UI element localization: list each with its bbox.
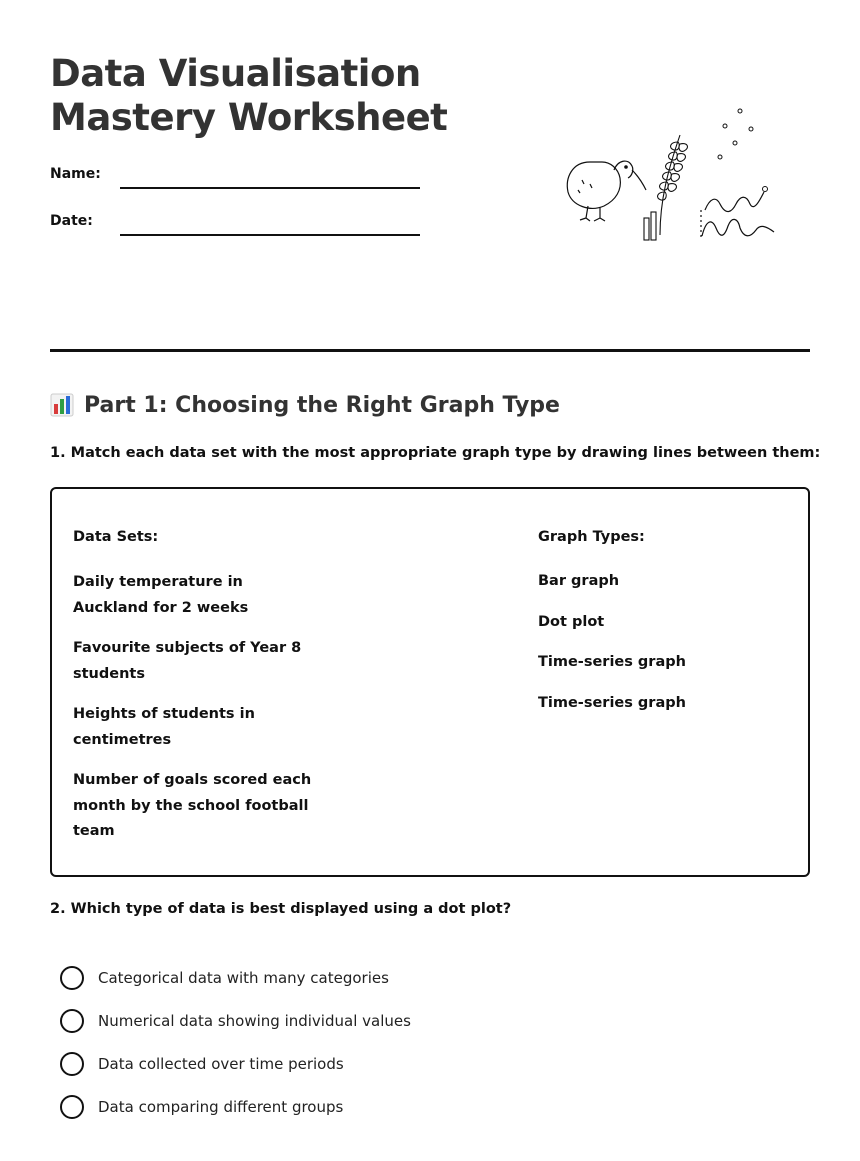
option-item[interactable] xyxy=(60,1051,411,1077)
date-label: Date: xyxy=(50,213,93,229)
question-2-options xyxy=(60,965,411,1137)
section-divider xyxy=(50,349,810,352)
bar-chart-icon xyxy=(50,393,74,417)
option-label: Data comparing different groups xyxy=(98,1098,344,1116)
question-1-text: 1. Match each data set with the most appropriate graph type by drawing lines between them: xyxy=(50,445,821,461)
option-item[interactable] xyxy=(60,1094,411,1120)
worksheet-title: Data Visualisation Mastery Worksheet xyxy=(50,52,448,139)
option-item[interactable] xyxy=(60,965,411,991)
decorative-illustration xyxy=(560,100,790,250)
data-set-item[interactable]: Heights of students in centimetres xyxy=(73,706,255,748)
radio-button[interactable] xyxy=(60,966,84,990)
data-set-item[interactable]: Favourite subjects of Year 8 students xyxy=(73,640,302,682)
question-2-text: 2. Which type of data is best displayed using a dot plot? xyxy=(50,901,512,917)
matching-box[interactable] xyxy=(50,487,810,877)
fern-frond-icon xyxy=(658,135,688,235)
kiwi-bird-icon xyxy=(567,161,646,221)
data-sets-heading: Data Sets: xyxy=(73,529,159,545)
data-set-item[interactable]: Daily temperature in Auckland for 2 weeks xyxy=(73,574,249,616)
graph-types-column xyxy=(538,529,788,732)
name-field[interactable] xyxy=(120,187,420,189)
option-item[interactable] xyxy=(60,1008,411,1034)
graph-types-heading: Graph Types: xyxy=(538,529,645,545)
radio-button[interactable] xyxy=(60,1052,84,1076)
option-label: Numerical data showing individual values xyxy=(98,1012,411,1030)
graph-type-item[interactable]: Time-series graph xyxy=(538,654,686,670)
graph-type-item[interactable]: Bar graph xyxy=(538,573,620,589)
name-label: Name: xyxy=(50,166,101,182)
graph-type-item[interactable]: Time-series graph xyxy=(538,694,686,711)
radio-button[interactable] xyxy=(60,1009,84,1033)
graph-type-item[interactable]: Dot plot xyxy=(538,613,605,630)
date-field[interactable] xyxy=(120,234,420,236)
bar-icon xyxy=(644,212,656,240)
part1-heading xyxy=(50,389,560,421)
data-sets-column xyxy=(73,529,323,860)
scatter-dots-icon xyxy=(718,109,768,192)
radio-button[interactable] xyxy=(60,1095,84,1119)
part1-title: Part 1: Choosing the Right Graph Type xyxy=(84,392,560,418)
option-label: Categorical data with many categories xyxy=(98,969,389,987)
option-label: Data collected over time periods xyxy=(98,1055,344,1073)
data-set-item[interactable]: Number of goals scored each month by the school football team xyxy=(73,772,312,839)
wave-lines-icon xyxy=(701,192,774,240)
